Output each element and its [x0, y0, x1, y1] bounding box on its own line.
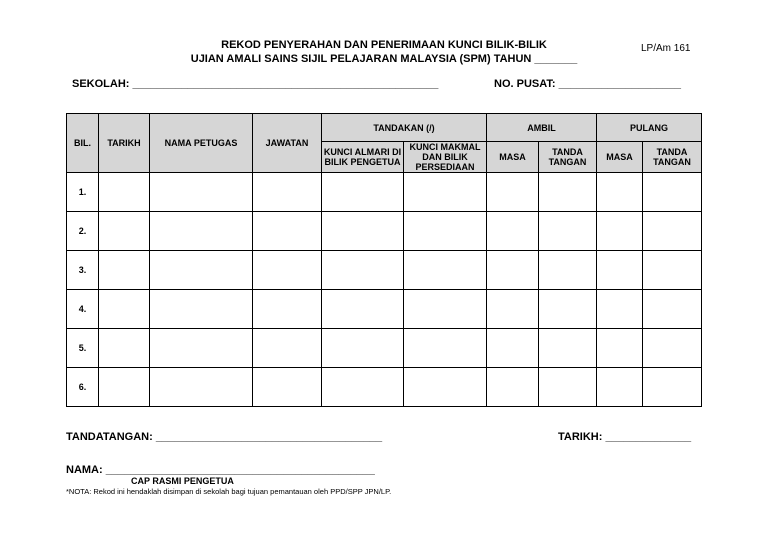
cell-kunci-almari[interactable] — [322, 212, 404, 251]
cell-pulang-tanda-tangan[interactable] — [643, 368, 702, 407]
cell-nama-petugas[interactable] — [150, 329, 253, 368]
cell-tarikh[interactable] — [99, 212, 150, 251]
cell-kunci-makmal[interactable] — [404, 329, 487, 368]
header-tarikh: TARIKH — [99, 114, 150, 173]
cell-pulang-masa[interactable] — [597, 173, 643, 212]
tarikh-field[interactable]: TARIKH: ______________ — [558, 431, 692, 443]
row-number: 4. — [67, 290, 99, 329]
cell-jawatan[interactable] — [253, 173, 322, 212]
header-jawatan: JAWATAN — [253, 114, 322, 173]
cell-ambil-tanda-tangan[interactable] — [539, 290, 597, 329]
cell-ambil-masa[interactable] — [487, 251, 539, 290]
header-bil: BIL. — [67, 114, 99, 173]
row-number: 3. — [67, 251, 99, 290]
cell-kunci-makmal[interactable] — [404, 173, 487, 212]
cell-tarikh[interactable] — [99, 290, 150, 329]
footnote: *NOTA: Rekod ini hendaklah disimpan di sekolah bagi tujuan pemantauan oleh PPD/SPP JPN/LP. — [66, 487, 392, 496]
header-nama-petugas: NAMA PETUGAS — [150, 114, 253, 173]
sekolah-field[interactable]: SEKOLAH: __________________________________________________ — [72, 78, 439, 90]
cell-ambil-tanda-tangan[interactable] — [539, 329, 597, 368]
cell-pulang-masa[interactable] — [597, 212, 643, 251]
row-number: 1. — [67, 173, 99, 212]
cell-ambil-masa[interactable] — [487, 329, 539, 368]
table-row — [67, 251, 702, 290]
no-pusat-field[interactable]: NO. PUSAT: ____________________ — [494, 78, 681, 90]
cell-tarikh[interactable] — [99, 368, 150, 407]
row-number: 2. — [67, 212, 99, 251]
cell-kunci-almari[interactable] — [322, 368, 404, 407]
cell-pulang-tanda-tangan[interactable] — [643, 329, 702, 368]
cell-kunci-almari[interactable] — [322, 173, 404, 212]
header-kunci-almari: KUNCI ALMARI DI BILIK PENGETUA — [322, 142, 404, 173]
cell-kunci-almari[interactable] — [322, 329, 404, 368]
cell-jawatan[interactable] — [253, 212, 322, 251]
table-row — [67, 290, 702, 329]
cell-pulang-tanda-tangan[interactable] — [643, 290, 702, 329]
header-ambil: AMBIL — [487, 114, 597, 142]
cell-kunci-makmal[interactable] — [404, 290, 487, 329]
row-number: 6. — [67, 368, 99, 407]
cell-pulang-masa[interactable] — [597, 329, 643, 368]
cell-tarikh[interactable] — [99, 173, 150, 212]
cell-ambil-tanda-tangan[interactable] — [539, 173, 597, 212]
key-handover-table — [66, 113, 702, 407]
header-tandakan: TANDAKAN (/) — [322, 114, 487, 142]
cell-jawatan[interactable] — [253, 368, 322, 407]
cell-pulang-tanda-tangan[interactable] — [643, 212, 702, 251]
cell-nama-petugas[interactable] — [150, 290, 253, 329]
cell-nama-petugas[interactable] — [150, 212, 253, 251]
form-title-line2: UJIAN AMALI SAINS SIJIL PELAJARAN MALAYSIA (SPM) TAHUN _______ — [190, 53, 578, 65]
header-ambil-tanda-tangan: TANDA TANGAN — [539, 142, 597, 173]
cell-pulang-masa[interactable] — [597, 251, 643, 290]
cell-ambil-tanda-tangan[interactable] — [539, 212, 597, 251]
header-kunci-makmal: KUNCI MAKMAL DAN BILIK PERSEDIAAN — [404, 142, 487, 173]
cell-tarikh[interactable] — [99, 251, 150, 290]
table-row — [67, 212, 702, 251]
cell-ambil-masa[interactable] — [487, 290, 539, 329]
cell-jawatan[interactable] — [253, 329, 322, 368]
row-number: 5. — [67, 329, 99, 368]
cell-ambil-tanda-tangan[interactable] — [539, 251, 597, 290]
header-pulang-masa: MASA — [597, 142, 643, 173]
cell-kunci-makmal[interactable] — [404, 368, 487, 407]
header-ambil-masa: MASA — [487, 142, 539, 173]
table-row — [67, 173, 702, 212]
cell-pulang-tanda-tangan[interactable] — [643, 173, 702, 212]
tandatangan-field[interactable]: TANDATANGAN: _____________________________________ — [66, 431, 383, 443]
cell-ambil-masa[interactable] — [487, 368, 539, 407]
cell-pulang-tanda-tangan[interactable] — [643, 251, 702, 290]
cell-nama-petugas[interactable] — [150, 251, 253, 290]
cell-ambil-masa[interactable] — [487, 173, 539, 212]
cell-jawatan[interactable] — [253, 251, 322, 290]
nama-field[interactable]: NAMA: ____________________________________________ — [66, 464, 375, 476]
cell-nama-petugas[interactable] — [150, 368, 253, 407]
form-reference: LP/Am 161 — [641, 43, 691, 54]
cell-nama-petugas[interactable] — [150, 173, 253, 212]
cell-kunci-almari[interactable] — [322, 251, 404, 290]
table-row — [67, 368, 702, 407]
cell-kunci-makmal[interactable] — [404, 212, 487, 251]
cell-tarikh[interactable] — [99, 329, 150, 368]
table-row — [67, 329, 702, 368]
header-pulang: PULANG — [597, 114, 702, 142]
cell-pulang-masa[interactable] — [597, 368, 643, 407]
cell-kunci-makmal[interactable] — [404, 251, 487, 290]
cell-pulang-masa[interactable] — [597, 290, 643, 329]
cell-ambil-masa[interactable] — [487, 212, 539, 251]
header-pulang-tanda-tangan: TANDA TANGAN — [643, 142, 702, 173]
cell-jawatan[interactable] — [253, 290, 322, 329]
cell-ambil-tanda-tangan[interactable] — [539, 368, 597, 407]
cap-rasmi-label: CAP RASMI PENGETUA — [131, 476, 234, 486]
cell-kunci-almari[interactable] — [322, 290, 404, 329]
form-title-line1: REKOD PENYERAHAN DAN PENERIMAAN KUNCI BILIK-BILIK — [221, 39, 547, 51]
